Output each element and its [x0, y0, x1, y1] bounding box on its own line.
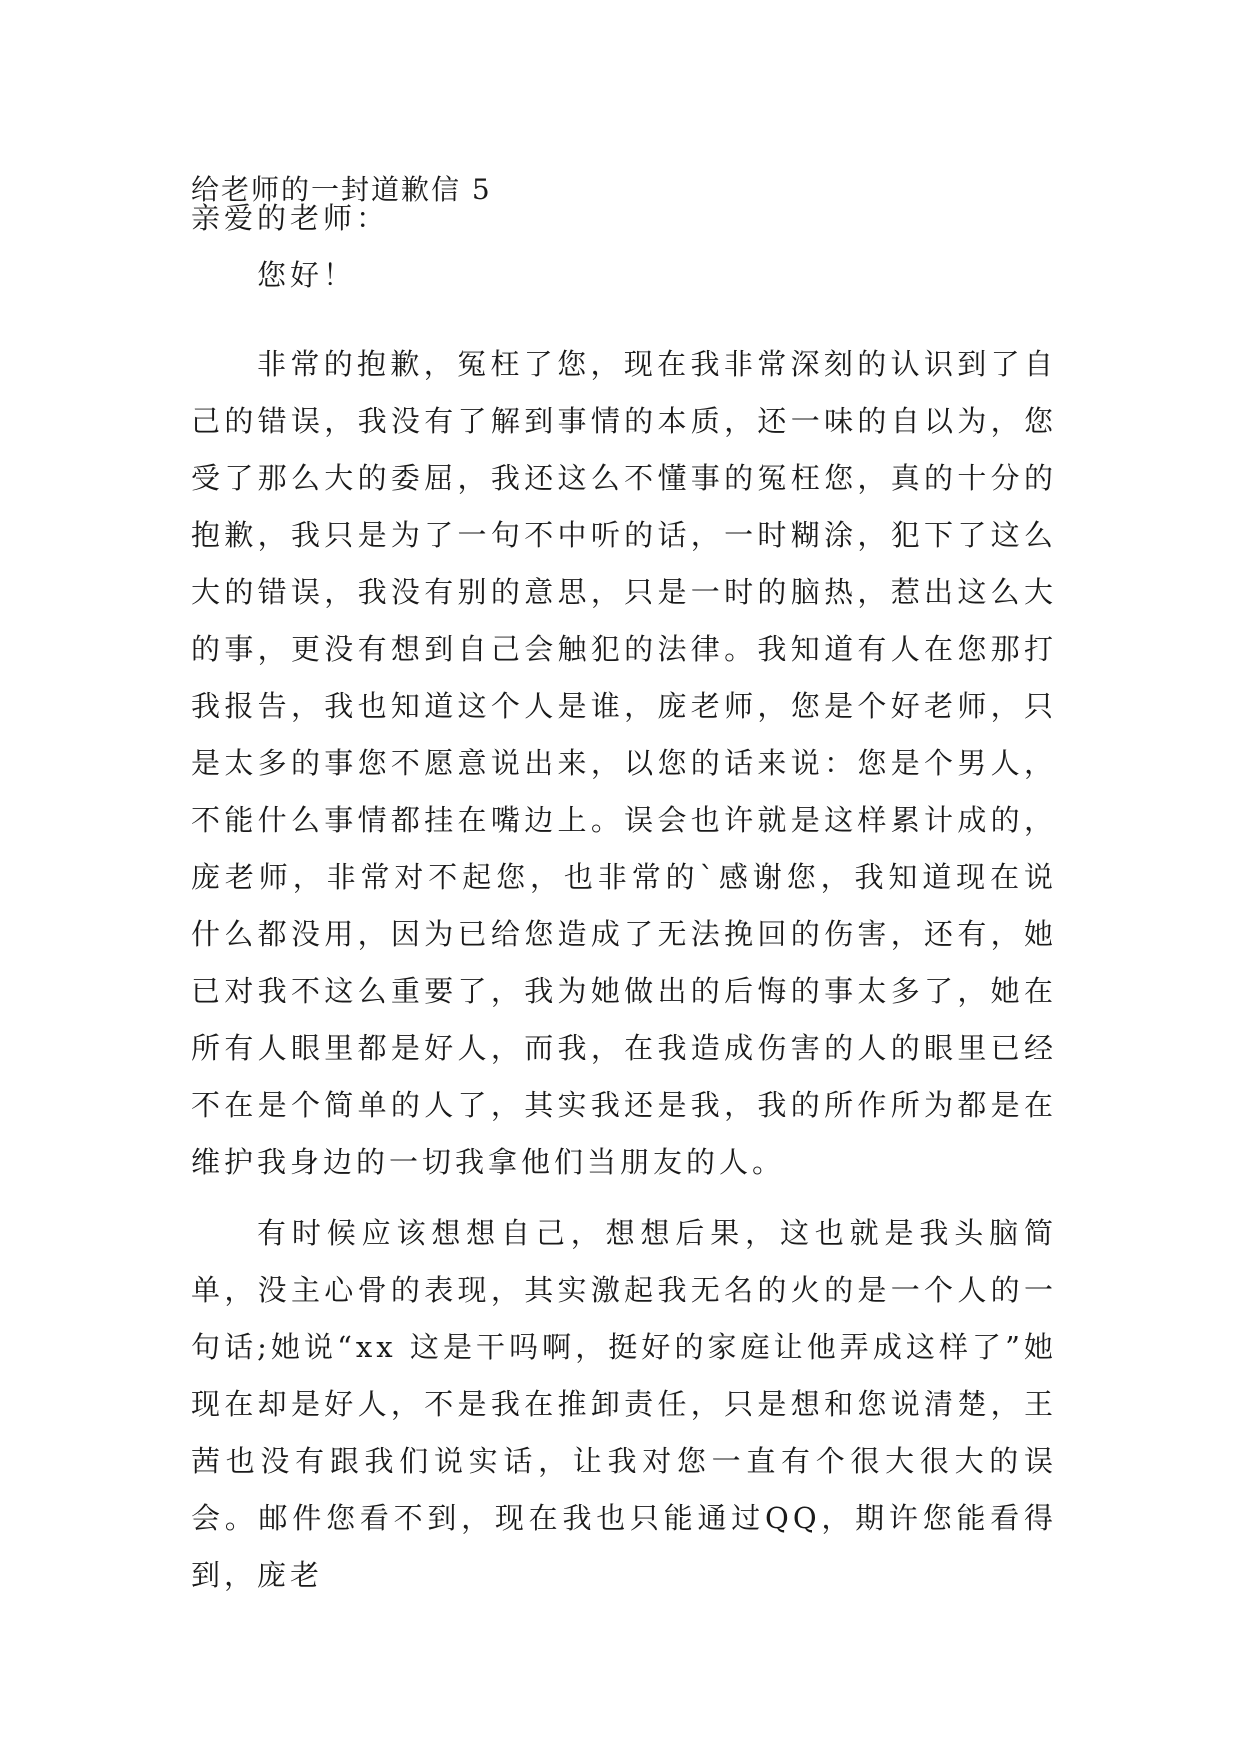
greeting: 您好！: [257, 258, 357, 292]
document-title: 给老师的一封道歉信 5: [191, 173, 492, 206]
salutation: 亲爱的老师：: [191, 201, 390, 235]
body-paragraph: 有时候应该想想自己，想想后果，这也就是我头脑简单，没主心骨的表现，其实激起我无名的火的是一个人的一句话;她说“xx 这是干吗啊，挺好的家庭让他弄成这样了”她现在却是好人，不是我在推卸责任，只是想和您说清楚，王茜也没有跟我们说实话，让我对您一直有个很大很大的误会。邮件您看不到，现在我也只能通过QQ，期许您能看得到，庞老: [191, 1216, 1057, 1592]
body-paragraph: 非常的抱歉，冤枉了您，现在我非常深刻的认识到了自己的错误，我没有了解到事情的本质，还一味的自以为，您受了那么大的委屈，我还这么不懂事的冤枉您，真的十分的抱歉，我只是为了一句不中听的话，一时糊涂，犯下了这么大的错误，我没有别的意思，只是一时的脑热，惹出这么大的事，更没有想到自己会触犯的法律。我知道有人在您那打我报告，我也知道这个人是谁，庞老师，您是个好老师，只是太多的事您不愿意说出来，以您的话来说：您是个男人，不能什么事情都挂在嘴边上。误会也许就是这样累计成的，庞老师，非常对不起您，也非常的`感谢您，我知道现在说什么都没用，因为已给您造成了无法挽回的伤害，还有，她已对我不这么重要了，我为她做出的后悔的事太多了，她在所有人眼里都是好人，而我，在我造成伤害的人的眼里已经不在是个简单的人了，其实我还是我，我的所作所为都是在维护我身边的一切我拿他们当朋友的人。: [191, 347, 1057, 1179]
